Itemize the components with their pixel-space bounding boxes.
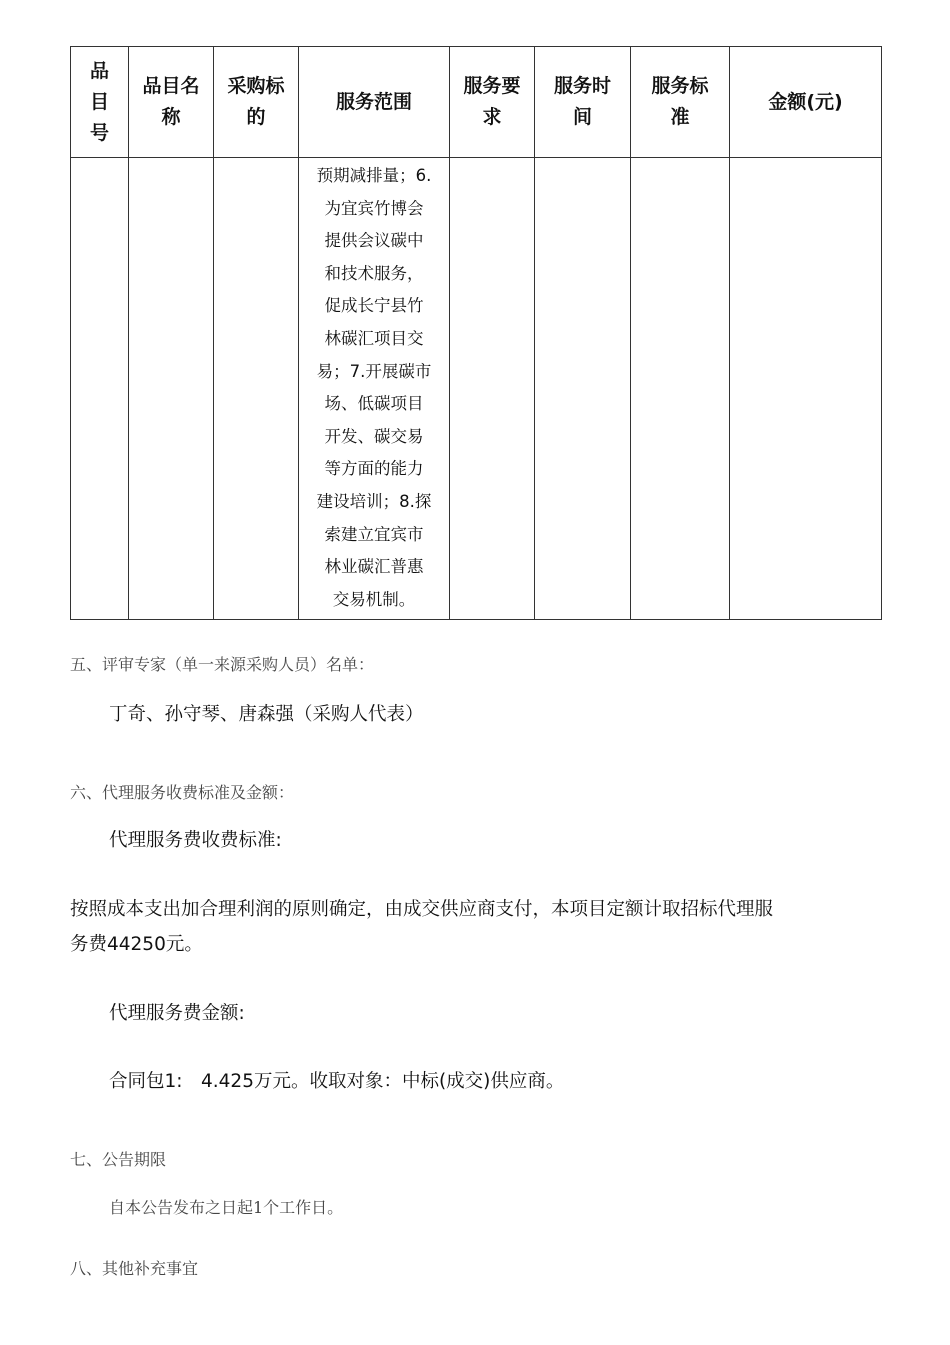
header-amount: 金额(元) bbox=[730, 47, 882, 158]
cell-service-standard bbox=[631, 158, 730, 620]
service-scope-text: 预期减排量；6. 为宜宾竹博会 提供会议碳中 和技术服务， 促成长宁县竹 林碳汇项目交 易；7.开展碳市 场、低碳项目 开发、碳交易 等方面的能力 建设培训；8.探 索建立宜宾市 林业碳汇普惠 交易机制。 bbox=[316, 166, 432, 609]
cell-service-requirement bbox=[450, 158, 535, 620]
section-7-heading: 七、公告期限 bbox=[70, 1150, 167, 1169]
announcement-period: 自本公告发布之日起1个工作日。 bbox=[109, 1198, 344, 1217]
fee-standard-line-2: 务费44250元。 bbox=[70, 934, 203, 955]
fee-amount-label: 代理服务费金额: bbox=[109, 1003, 245, 1024]
header-service-standard: 服务标 准 bbox=[631, 47, 730, 158]
header-service-scope: 服务范围 bbox=[299, 47, 450, 158]
header-procurement-target: 采购标 的 bbox=[214, 47, 299, 158]
table-row bbox=[71, 158, 882, 620]
expert-list: 丁奇、孙守琴、唐森强（采购人代表） bbox=[109, 704, 424, 725]
header-service-time: 服务时 间 bbox=[535, 47, 631, 158]
cell-procurement-target bbox=[214, 158, 299, 620]
cell-service-time bbox=[535, 158, 631, 620]
cell-item-name bbox=[129, 158, 214, 620]
table-header-row bbox=[71, 47, 882, 158]
fee-standard-line-1: 按照成本支出加合理利润的原则确定，由成交供应商支付，本项目定额计取招标代理服 bbox=[70, 899, 774, 920]
header-item-no: 品 目 号 bbox=[71, 47, 129, 158]
header-service-requirement: 服务要 求 bbox=[450, 47, 535, 158]
cell-amount bbox=[730, 158, 882, 620]
fee-standard-label: 代理服务费收费标准: bbox=[109, 830, 282, 851]
procurement-table bbox=[70, 46, 882, 620]
cell-service-scope bbox=[299, 158, 450, 620]
section-8-heading: 八、其他补充事宜 bbox=[70, 1259, 199, 1278]
section-6-heading: 六、代理服务收费标准及金额： bbox=[70, 783, 295, 802]
cell-item-no bbox=[71, 158, 129, 620]
fee-amount-detail: 合同包1: 4.425万元。收取对象：中标(成交)供应商。 bbox=[109, 1071, 565, 1092]
section-5-heading: 五、评审专家（单一来源采购人员）名单： bbox=[70, 655, 375, 674]
header-item-name: 品目名 称 bbox=[129, 47, 214, 158]
